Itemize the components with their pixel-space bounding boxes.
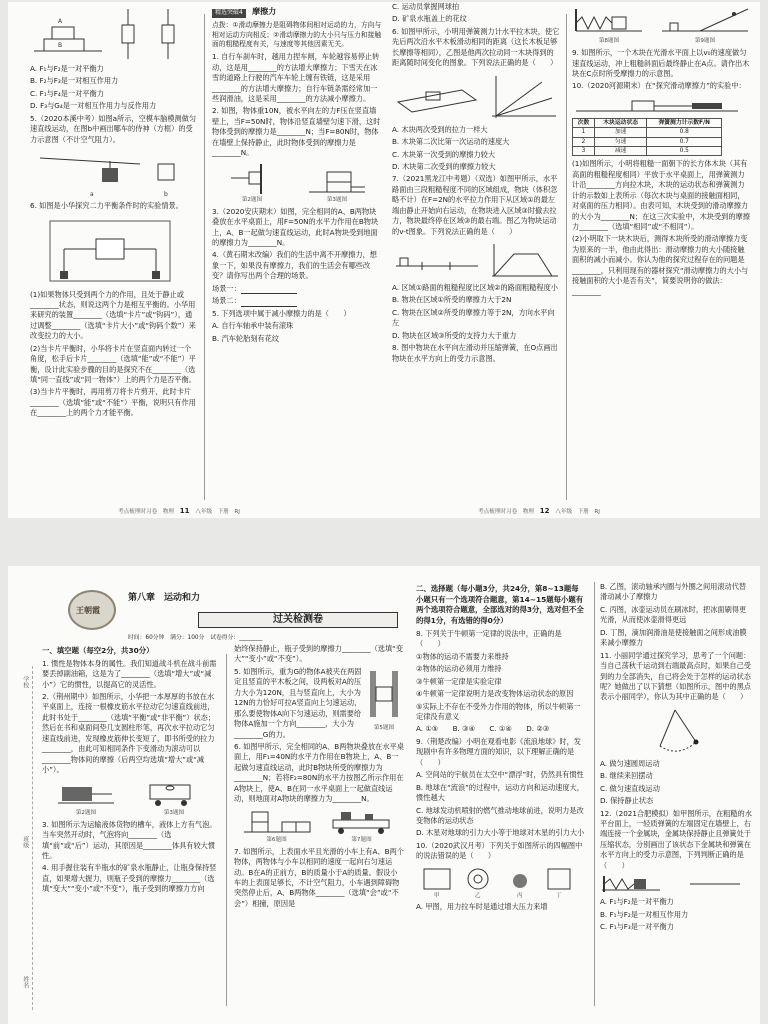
column-divider <box>566 14 567 500</box>
q4-option-d: D. F₃与G₄是一对相互作用力与反作用力 <box>30 101 157 111</box>
part-2-title: 二、选择题（每小题3分，共24分，第8~13题每小题只有一个选项符合题意，第14~15题每小题有两个选项符合题意，全部选对的得3分，选对但不全的得1分，有选错的得0分） <box>416 584 584 626</box>
table-cell: 减速 <box>594 147 647 156</box>
q10-part-1: (1)如图所示，小明将粗糙一面朝下的长方体木块（其有高面的粗糙程度相同）平放于水平桌面上，用弹簧测力计沿________方向拉木块，木块的运动状态和弹簧测力计的示数如上表所示（每次木块与桌面的接触面相同，对桌面的压力相同）。由表可知，木块受到的滑动摩擦力的大小为________N；在这三次实验中，木块受到的摩擦力________（选填“相同”或“不相同”）。 <box>572 159 750 232</box>
fig-label-a: a <box>90 191 94 199</box>
section-hint: 点拨：①滑动摩擦力是阻碍物体间相对运动的力，方向与相对运动方向相反；②滑动摩擦力的大小只与压力和接触面的粗糙程度有关，与速度等其他因素无关。 <box>212 20 382 49</box>
q8-item-3: ③牛顿第一定律是实验定律 <box>416 676 502 686</box>
binding-line <box>32 666 33 1010</box>
q7-option-d: D. 物块在区域③所受的支持力大于重力 <box>392 330 517 340</box>
q9-option-b: B. 地球在“流浪”的过程中，运动方向和运动速度大，惯性越大 <box>416 782 584 803</box>
choice-q8: 8. 下列关于牛顿第一定律的说法中，正确的是（ ） <box>416 628 562 649</box>
svg-text:A: A <box>58 18 63 25</box>
q6-spring-text: 6. 如图甲所示，小明用弹簧测力计水平拉木块，使它先后两次沿水平木板滑动相同的距离（这长木板足够长摩擦等相同），乙图是他两次拉动同一木块得到的距离随时间变化的图象。下列说法正确的是（ ） <box>392 26 560 68</box>
fig-caption-q2: 第2题图 <box>241 196 263 203</box>
section-tag: 精选突破4 <box>212 9 246 18</box>
fill-q3: 3. 如图所示为运输液体货物的槽车，液体上方有气泡。当车突然开动时，气泡将向________（选填“前”或“后”）运动，其原因是________体具有较大惯性。 <box>42 819 217 860</box>
scene-2-label: 场景二： <box>212 296 241 306</box>
q6-part-2: (2)当卡片平衡时，小华将卡片在竖直面内转过一个角度，松手后卡片________（选填“能”或“不能”）平衡，设计此实验步骤的目的是探究不在________（选填“同一直线”或“同一物体”）上的两个力是否平衡。 <box>30 343 196 384</box>
footer-grade: 八年级 下册 RJ <box>555 508 600 515</box>
force-diagram-figure <box>30 5 198 61</box>
q6-option-b: B. 木块第二次比第一次运动的速度大 <box>392 137 510 147</box>
q7-text: 7.（2021黑龙江中考题）（双选）如图甲所示，水平路面由三段粗糙程度不同的区域组成，物块（体积忽略不计）在F=2N的水平拉力作用下从区域①的最左端由静止开始向右运动，在物块进入区域③时撤去拉力，物块最终停在区域③的最右端。图乙为物块运动的v-t图象。下列说法正确的是（ ） <box>392 174 558 236</box>
fill-q7: 7. 如图所示，上表面水平且光滑的小车上有A、B两个物体，两物体与小车以相同的速度一起向右匀速运动。B在A的正前方，B的质量小于A的质量。假设小车的上表面足够长，不计空气阻力，小车遇到障碍物突然停止后，A、B两物体________（选填“会”或“不会”）相撞，原因是 <box>234 846 404 908</box>
fig-caption-q5: 第5题图 <box>373 725 395 732</box>
pic-label-4: 丁 <box>556 892 562 899</box>
top-mid-column <box>212 2 382 346</box>
q6-option-a: A. 木块两次受到的拉力一样大 <box>392 124 488 134</box>
spring-slope-figures <box>572 5 750 45</box>
q6-part-3: (3)当卡片平衡时，再用剪刀将卡片剪开，此时卡片________（选填“能”或“不能”）平衡，说明只有作用在________上的两个力才能平衡。 <box>30 387 196 418</box>
part-1-title: 一、填空题（每空2分，共30分） <box>42 646 154 655</box>
table-header-row <box>573 118 722 127</box>
scene-1-label: 场景一： <box>212 283 241 293</box>
pull-block-figure <box>572 95 750 115</box>
q9-option-a: A. 空间站的宇航员在太空中“漂浮”时，仍然具有惯性 <box>416 770 584 780</box>
page-footer-right <box>478 506 600 516</box>
q10-option-b: B. 乙图，滚动轴承内圈与外圈之间用滚动代替滑动减小了摩擦力 <box>600 582 747 602</box>
q9-option-c: C. 地球发动机喷射的燃气推动地球前进，说明力是改变物体的运动状态 <box>416 805 584 825</box>
q11-option-d: D. 保持静止状态 <box>600 796 654 806</box>
footer-book-title: 考点梳理时习卷 物理 <box>118 508 174 515</box>
fig-label-b: b <box>164 191 168 199</box>
friction-q5-b: B. 汽车轮胎刻有花纹 <box>212 333 280 343</box>
upper-page-spread <box>8 2 760 518</box>
page-number: 11 <box>179 506 190 515</box>
q8-item-1: ①物体的运动不需要力来维持 <box>416 651 509 661</box>
force-diagram <box>30 5 190 61</box>
fill-q5: 5. 如图所示，重为G的物体A被夹在两固定且竖直的平木板之间，设两板对A的压力大小为120N，且与竖直向上，大小为12N的力恰好可拉A竖直向上匀速运动，那么要使物体A向下匀速运动，则需要给物体A施加一个方向________，大小为________G的力。 <box>234 666 362 739</box>
lower-page-spread <box>8 566 760 1024</box>
scene-1-blank[interactable] <box>241 287 297 294</box>
figure-q2 <box>227 162 277 204</box>
q7-option-b: B. 物块在区域①所受的摩擦力大于2N <box>392 295 512 305</box>
fig-caption-q7: 第7题图 <box>351 836 372 843</box>
pic-label-3: 丙 <box>517 892 523 899</box>
table-cell: 加速 <box>594 128 647 137</box>
q6-q7-figures <box>234 808 404 844</box>
table-cell: 3 <box>573 147 595 156</box>
cable-car-diagram <box>30 148 190 198</box>
q6-text: 6. 如图是小华探究二力平衡条件时的实验情景。 <box>30 201 183 211</box>
footer-book-title: 考点梳理时习卷 物理 <box>478 508 534 515</box>
table-row <box>573 137 722 146</box>
cart-diagram <box>327 808 397 836</box>
fill-figures <box>42 779 218 817</box>
fill-q4: 4. 用手握住装有半瓶水的矿泉水瓶静止，让瓶身保持竖直，如果增大握力，则瓶子受到的摩擦力________（选填“变大”“变小”或“不变”），瓶子受到的摩擦力方向 <box>42 863 217 894</box>
bottom-right-a-column <box>416 582 586 914</box>
friction-q3: 3.（2020安庆期末）如图，完全相同的A、B两物块叠放在水平桌面上，用F=50N的水平力作用在B物块上，A、B一起做匀速直线运动，此时A物块受到地面的摩擦力为________N。 <box>212 206 379 248</box>
fig-caption-q8: 第8题图 <box>598 38 620 44</box>
fill-q1: 1. 惯性是物体本身的属性。我们知道战斗机在战斗前需要丢掉副油箱，这是为了________（选填“增大”或“减小”）它的惯性，以提高它的灵活性。 <box>42 658 217 689</box>
side-label-class: 班级 <box>21 836 29 848</box>
top-right-b-column <box>572 2 750 299</box>
column-divider <box>204 14 205 500</box>
table-row <box>573 147 722 156</box>
column-divider <box>594 582 595 1006</box>
bottom-right-b-column <box>600 582 752 935</box>
q10-option-d: D. 丁图，滴加润滑油是使接触面之间形成油膜来减小摩擦力 <box>600 627 747 648</box>
q12-option-b: B. F₁与F₂是一对相互作用力 <box>600 909 689 919</box>
figure-q9 <box>660 5 750 45</box>
q11-option-b: B. 继续来回摆动 <box>600 771 653 781</box>
pull-block-diagram <box>572 95 742 115</box>
figure-q8 <box>572 5 646 45</box>
fill-q2: 2.（荆州期中）如图所示，小华把一本厚厚的书放在水平桌面上，连接一根橡皮筋水平拉动它匀速直线前进，此时书处于________（选填“平衡”或“非平衡”）状态；然后在书和桌面间垫几支圆柱形笔，再次水平拉动它匀速直线前进，发现橡皮筋伸长变短了，即书所受的拉力________，由此可知相同条件下变滑动为滚动可以________物体间的摩擦（后两空均选填“增大”或“减小”）。 <box>42 692 216 775</box>
four-pictures <box>416 865 584 899</box>
table-cell: 2 <box>573 137 595 146</box>
figure-book <box>56 779 116 817</box>
section-title: 摩擦力 <box>252 7 277 16</box>
friction-q4: 4.（黄石期末改编）我们的生活中离不开摩擦力，想象一下，如果没有摩擦力，我们的生活会有哪些改变？请你写出两个合理的场景。 <box>212 250 377 281</box>
pic-label-2: 乙 <box>475 892 481 899</box>
figure-tanker <box>144 779 204 817</box>
table-header: 木块运动状态 <box>594 118 647 127</box>
q12-option-a: A. F₁与F₂是一对平衡力 <box>600 897 674 907</box>
table-header: 次数 <box>573 118 595 127</box>
svg-text:B: B <box>58 42 63 49</box>
publisher-badge <box>68 590 116 630</box>
card-balance-diagram <box>30 215 190 287</box>
friction-q1: 1. 自行车刹车时，越用力捏车闸，车轮越容易停止转动，这是用________的方法增大摩擦力；下雪天在冰雪的道路上行驶的汽车车轮上缠有铁链，这是采用________的方法增大摩擦力；自行车链条需经常加一些润滑油，这是采用________的方法减小摩擦力。 <box>212 52 380 103</box>
bottom-left-column <box>42 644 218 897</box>
q4-option-a: A. F₁与F₂是一对平衡力 <box>30 64 104 73</box>
spring-block-diagram <box>572 5 646 37</box>
q8-options: A. ①⑤ B. ③④ C. ①④ D. ②③ <box>416 724 550 734</box>
table-cell: 0.8 <box>647 128 722 137</box>
fig-caption-q3: 第3题图 <box>163 809 185 816</box>
table-cell: 1 <box>573 128 595 137</box>
fig-caption-q3: 第3题图 <box>326 196 348 203</box>
q8-item-4: ④牛顿第一定律说明力是改变物体运动状态的原因 <box>416 689 574 699</box>
table-cell: 0.7 <box>647 137 722 146</box>
side-label-school: 学校 <box>21 676 29 688</box>
distance-time-graph <box>392 72 560 122</box>
figure-q7 <box>327 808 397 844</box>
q7-option-a: A. 区域①路面的粗糙程度比区域②的路面粗糙程度小 <box>392 283 558 292</box>
section-header <box>212 6 382 18</box>
pic-label-1: 甲 <box>434 892 440 899</box>
scene-2 <box>212 296 382 306</box>
fig-caption-q9: 第9题图 <box>694 38 716 44</box>
table-cell: 0.5 <box>647 147 722 156</box>
q10-option-a: A. 甲图，用力拉车时是通过增大压力来增 <box>416 901 548 911</box>
column-divider <box>226 654 227 1006</box>
bottom-mid-column <box>234 644 404 911</box>
wall-block-diagram <box>227 162 277 196</box>
q10-part-2: (2)小明取下一块木块后，测得木块所受的滑动摩擦力变为原来的一半，他由此得出：滑动摩擦力的大小随接触面积的减小而减小。你认为他的探究过程存在的问题是________，只利用现有的器材探究“滑动摩擦力的大小与接触面积的大小是否有关”，简要说明你的做法：________ <box>572 234 749 296</box>
figure-q5 <box>364 667 404 742</box>
book-pull-diagram <box>56 779 116 809</box>
figure-q6 <box>242 808 312 844</box>
friction-figures <box>212 162 382 204</box>
q5-option-d: D. 矿泉水瓶盖上的花纹 <box>392 14 467 24</box>
exam-title: 过关检测卷 <box>198 612 398 628</box>
chapter-title: 第八章 运动和力 <box>128 593 201 603</box>
spring-metal-figure <box>600 874 752 894</box>
q5-block <box>234 667 404 742</box>
friction-data-table <box>572 118 722 157</box>
choice-q9: 9.（荆楚改编）小明在观看电影《流浪地球》时，发现剧中有许多物理方面的知识，以下理解正确的是（ ） <box>416 736 581 767</box>
table-header: 弹簧测力计示数F/N <box>647 118 722 127</box>
q4-option-b: B. F₂与F₃是一对相互作用力 <box>30 76 119 86</box>
q8-item-5: ⑤实际上不存在不受外力作用的物体，所以牛顿第一定律没有意义 <box>416 701 581 721</box>
fill-q4-cont: 始终保持静止，瓶子受到的摩擦力________（选填“变大”“变小”或“不变”）。 <box>234 644 404 664</box>
figure-q3 <box>307 162 367 204</box>
fill-q6: 6. 如图甲所示，完全相同的A、B两物块叠放在水平桌面上，用F₁=40N的水平力作用在B物块上，A、B一起做匀速直线运动，此时B物块所受的摩擦力为________N；若将F₂=80N的水平力按图乙所示作用在A物块上，使A、B在同一水平桌面上一起做直线运动，则地面对A物块的摩擦力为________N。 <box>234 741 404 804</box>
q9-text: 9. 如图所示，一个木块在光滑水平面上以v₀的速度做匀速直线运动，冲上粗糙斜面后最终静止在A点。请作出木块在C点时所受摩擦力的示意图。 <box>572 48 750 78</box>
swing-figure <box>600 706 752 756</box>
q6-option-c: C. 木块第一次受到的摩擦力较大 <box>392 149 496 159</box>
spring-scale-figure <box>392 72 560 122</box>
q7-option-c: C. 物块在区域②所受的摩擦力等于2N，方向水平向左 <box>392 307 555 328</box>
card-balance-figure <box>30 215 198 287</box>
chapter-header <box>68 590 398 632</box>
cable-car-figure <box>30 148 198 198</box>
friction-q5: 5. 下列选项中属于减小摩擦力的是（ ） <box>212 308 351 318</box>
swing-diagram <box>600 706 750 756</box>
clamp-diagram <box>364 667 404 721</box>
scene-1 <box>212 284 382 294</box>
q5-option-c: C. 运动员掌握网球拍 <box>392 2 460 11</box>
scene-2-blank[interactable] <box>241 300 297 307</box>
side-label-name: 姓名 <box>21 976 29 988</box>
q10-option-c: C. 丙图，冰壶运动员在刷冰时，把冰面刷得更光滑，从而使冰壶滑得更远 <box>600 604 747 625</box>
top-right-a-column <box>392 2 560 366</box>
region-graph-figure <box>392 240 560 280</box>
friction-q2: 2. 如图，物体重10N，被水平向左的力F压在竖直墙壁上，当F=50N时，物体沿竖直墙壁匀速下滑，这时物体受到的摩擦力是________N；当F=80N时，物体在墙壁上保持静止，此时物体受到的摩擦力是________N。 <box>212 106 381 158</box>
q5-text: 5.（2020本溪中考）如图a所示，空模车脑模测做匀速直线运动，在图b中画出哪车的侍神（方框）的受力示意图（不计空气阻力）。 <box>30 113 197 144</box>
slope-diagram <box>660 5 750 37</box>
stacked-blocks-diagram <box>307 162 367 196</box>
four-pictures-figure <box>416 865 586 899</box>
velocity-time-graph <box>392 240 560 280</box>
q9-option-d: D. 木星对地球的引力大小等于地球对木星的引力大小 <box>416 828 585 838</box>
spring-metal-diagram <box>600 874 750 894</box>
choice-q11: 11. 小丽同学通过探究学习，思考了一个问题：当自己荡秋千运动到右端最高点时，如果自己受到的力全部消失，自己将会处于怎样的运动状态呢？她做出了以下猜想（如图所示，图中的黑点表示小丽同学），你认为其中正确的是（ ） <box>600 650 751 702</box>
fig-caption-q6: 第6题图 <box>266 836 287 843</box>
footer-grade: 八年级 下册 RJ <box>195 508 240 515</box>
table-row <box>573 128 722 137</box>
q11-option-c: C. 做匀速直线运动 <box>600 783 660 793</box>
q11-option-a: A. 做匀速圆周运动 <box>600 758 660 768</box>
page-footer-left <box>118 506 240 516</box>
top-left-column <box>30 2 198 421</box>
q6-option-d: D. 木块第二次受到的摩擦力较大 <box>392 161 496 171</box>
badge-text: 王朝霞 <box>76 606 100 615</box>
page-number: 12 <box>539 506 550 515</box>
table-cell: 匀速 <box>594 137 647 146</box>
q6-part-1: (1)如果物体只受到两个力的作用，且处于静止或________状态，则说这两个力是相互平衡的。小华用来研究的装置________（选填“卡片”或“钩码”），通过调整________（选填“卡片大小”或“钩码个数”）来改变拉力的大小。 <box>30 289 196 341</box>
exam-meta: 时间：60分钟 满分：100分 试卷得分：________ <box>128 635 263 641</box>
choice-q12: 12.（2021合肥模拟）如甲图所示，在粗糙的水平台面上，一轻质弹簧的左端固定在墙壁上，右端连接一个金属块，金属块保持静止且弹簧处于压缩状态，分别画出了该状态下金属块和弹簧在水平方向上的受力示意图，下列判断正确的是（ ） <box>600 808 752 870</box>
q8-text: 8. 图中物块在水平向左滑动并压缩弹簧，在O点画出物块在水平方向上的受力示意图。 <box>392 343 558 363</box>
q8-item-2: ②物体的运动必须用力维持 <box>416 664 502 674</box>
stacked-blocks-diagram <box>242 808 312 836</box>
choice-q10: 10.（2020武汉月考）下列关于如图所示的四幅图中的说法错误的是（ ） <box>416 840 583 861</box>
q10-text: 10.（2020河源期末）在“探究滑动摩擦力”的实验中： <box>572 81 746 91</box>
tanker-diagram <box>144 779 204 809</box>
q4-option-c: C. F₁与F₄是一对平衡力 <box>30 88 104 98</box>
fig-caption-q2: 第2题图 <box>75 809 97 816</box>
q12-option-c: C. F₁与F₃是一对平衡力 <box>600 922 674 932</box>
friction-q5-a: A. 自行车轴承中装有滚珠 <box>212 321 294 331</box>
